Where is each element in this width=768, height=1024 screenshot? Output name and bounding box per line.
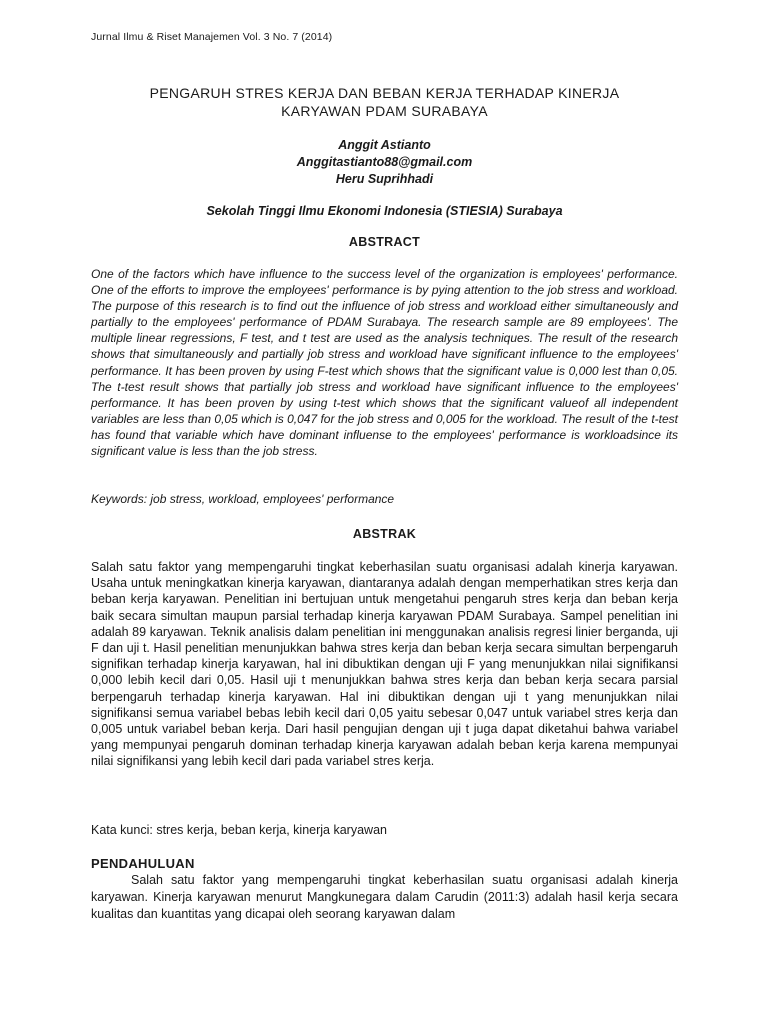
paper-title-line-2: KARYAWAN PDAM SURABAYA [281, 103, 488, 119]
author-name-1: Anggit Astianto [338, 138, 431, 152]
introduction-text: Salah satu faktor yang mempengaruhi tingkat keberhasilan suatu organisasi adalah kinerja karyawan. Kinerja karyawan menurut Mangkunegara dalam Carudin (2011:3) adalah hasil kerja secara kualitas dan kuantitas yang dicapai oleh seorang karyawan dalam [91, 873, 678, 921]
keywords: Keywords: job stress, workload, employees' performance [91, 492, 395, 506]
author-name-2: Heru Suprihhadi [335, 172, 434, 186]
abstract-heading: ABSTRACT [348, 235, 421, 249]
abstract-text: One of the factors which have influence to the success level of the organization is employees' performance. One of the efforts to improve the employees' performance is by pying attention to the job stress and workload. The purpose of this research is to find out the influence of job stress and workload either simultaneously and partially to the employees' performance of PDAM Surabaya. The research sample are 89 employees'. The multiple linear regressions, F test, and t test are used as the analysis techniques. The result of the research shows that simultaneously and partially job stress and workload have significant influence to the employees' performance. It has been proven by using F-test which shows that the significant value is 0,000 lest than 0,05. The t-test result shows that partially job stress and workload have significant influence to the employees' performance. It has been proven by using t-test which shows that the significant valueof all independent variables are less than 0,05 which is 0,047 for the job stress and 0,005 for the workload. The result of the t-test has found that variable which have dominant influense to the employees' performance is workloadsince its significant value is less than the job stress. [91, 267, 678, 459]
paper-title-line-1: PENGARUH STRES KERJA DAN BEBAN KERJA TERHADAP KINERJA [149, 85, 620, 101]
institution: Sekolah Tinggi Ilmu Ekonomi Indonesia (STIESIA) Surabaya [206, 204, 563, 218]
abstrak-text: Salah satu faktor yang mempengaruhi tingkat keberhasilan suatu organisasi adalah kinerja karyawan. Usaha untuk meningkatkan kinerja karyawan, diantaranya adalah dengan memperhatikan stres kerja dan beban kerja karyawan. Penelitian ini bertujuan untuk mengetahui pengaruh stres kerja dan beban kerja baik secara simultan maupun parsial terhadap kinerja karyawan PDAM Surabaya. Sampel penelitian ini adalah 89 karyawan. Teknik analisis dalam penelitian ini menggunakan analisis regresi linier berganda, uji F dan uji t. Hasil penelitian menunjukkan bahwa stres kerja dan beban kerja secara simultan berpengaruh signifikan terhadap kinerja karyawan, hal ini dibuktikan dengan uji F yang menunjukkan nilai signifikansi 0,000 lebih kecil dari 0,05. Hasil uji t menunjukkan bahwa stres kerja dan beban kerja secara parsial berpengaruh terhadap kinerja karyawan. Hal ini dibuktikan dengan uji t yang menunjukkan nilai signifikansi semua variabel bebas lebih kecil dari 0,05 yaitu sebesar 0,047 untuk variabel stres kerja dan 0,005 untuk variabel beban kerja. Dari hasil pengujian dengan uji t juga dapat diketahui bahwa variabel yang mempunyai pengaruh dominan terhadap kinerja karyawan adalah beban kerja karena mempunyai nilai signifikansi yang lebih kecil dari pada variabel stres kerja. [91, 560, 678, 769]
paper-title [91, 84, 678, 120]
introduction-heading: PENDAHULUAN [91, 856, 195, 871]
abstrak-heading: ABSTRAK [352, 527, 417, 541]
author-block [91, 137, 678, 188]
kata-kunci: Kata kunci: stres kerja, beban kerja, kinerja karyawan [91, 823, 387, 837]
author-email: Anggitastianto88@gmail.com [296, 155, 473, 169]
journal-header: Jurnal Ilmu & Riset Manajemen Vol. 3 No. 7 (2014) [91, 31, 333, 43]
